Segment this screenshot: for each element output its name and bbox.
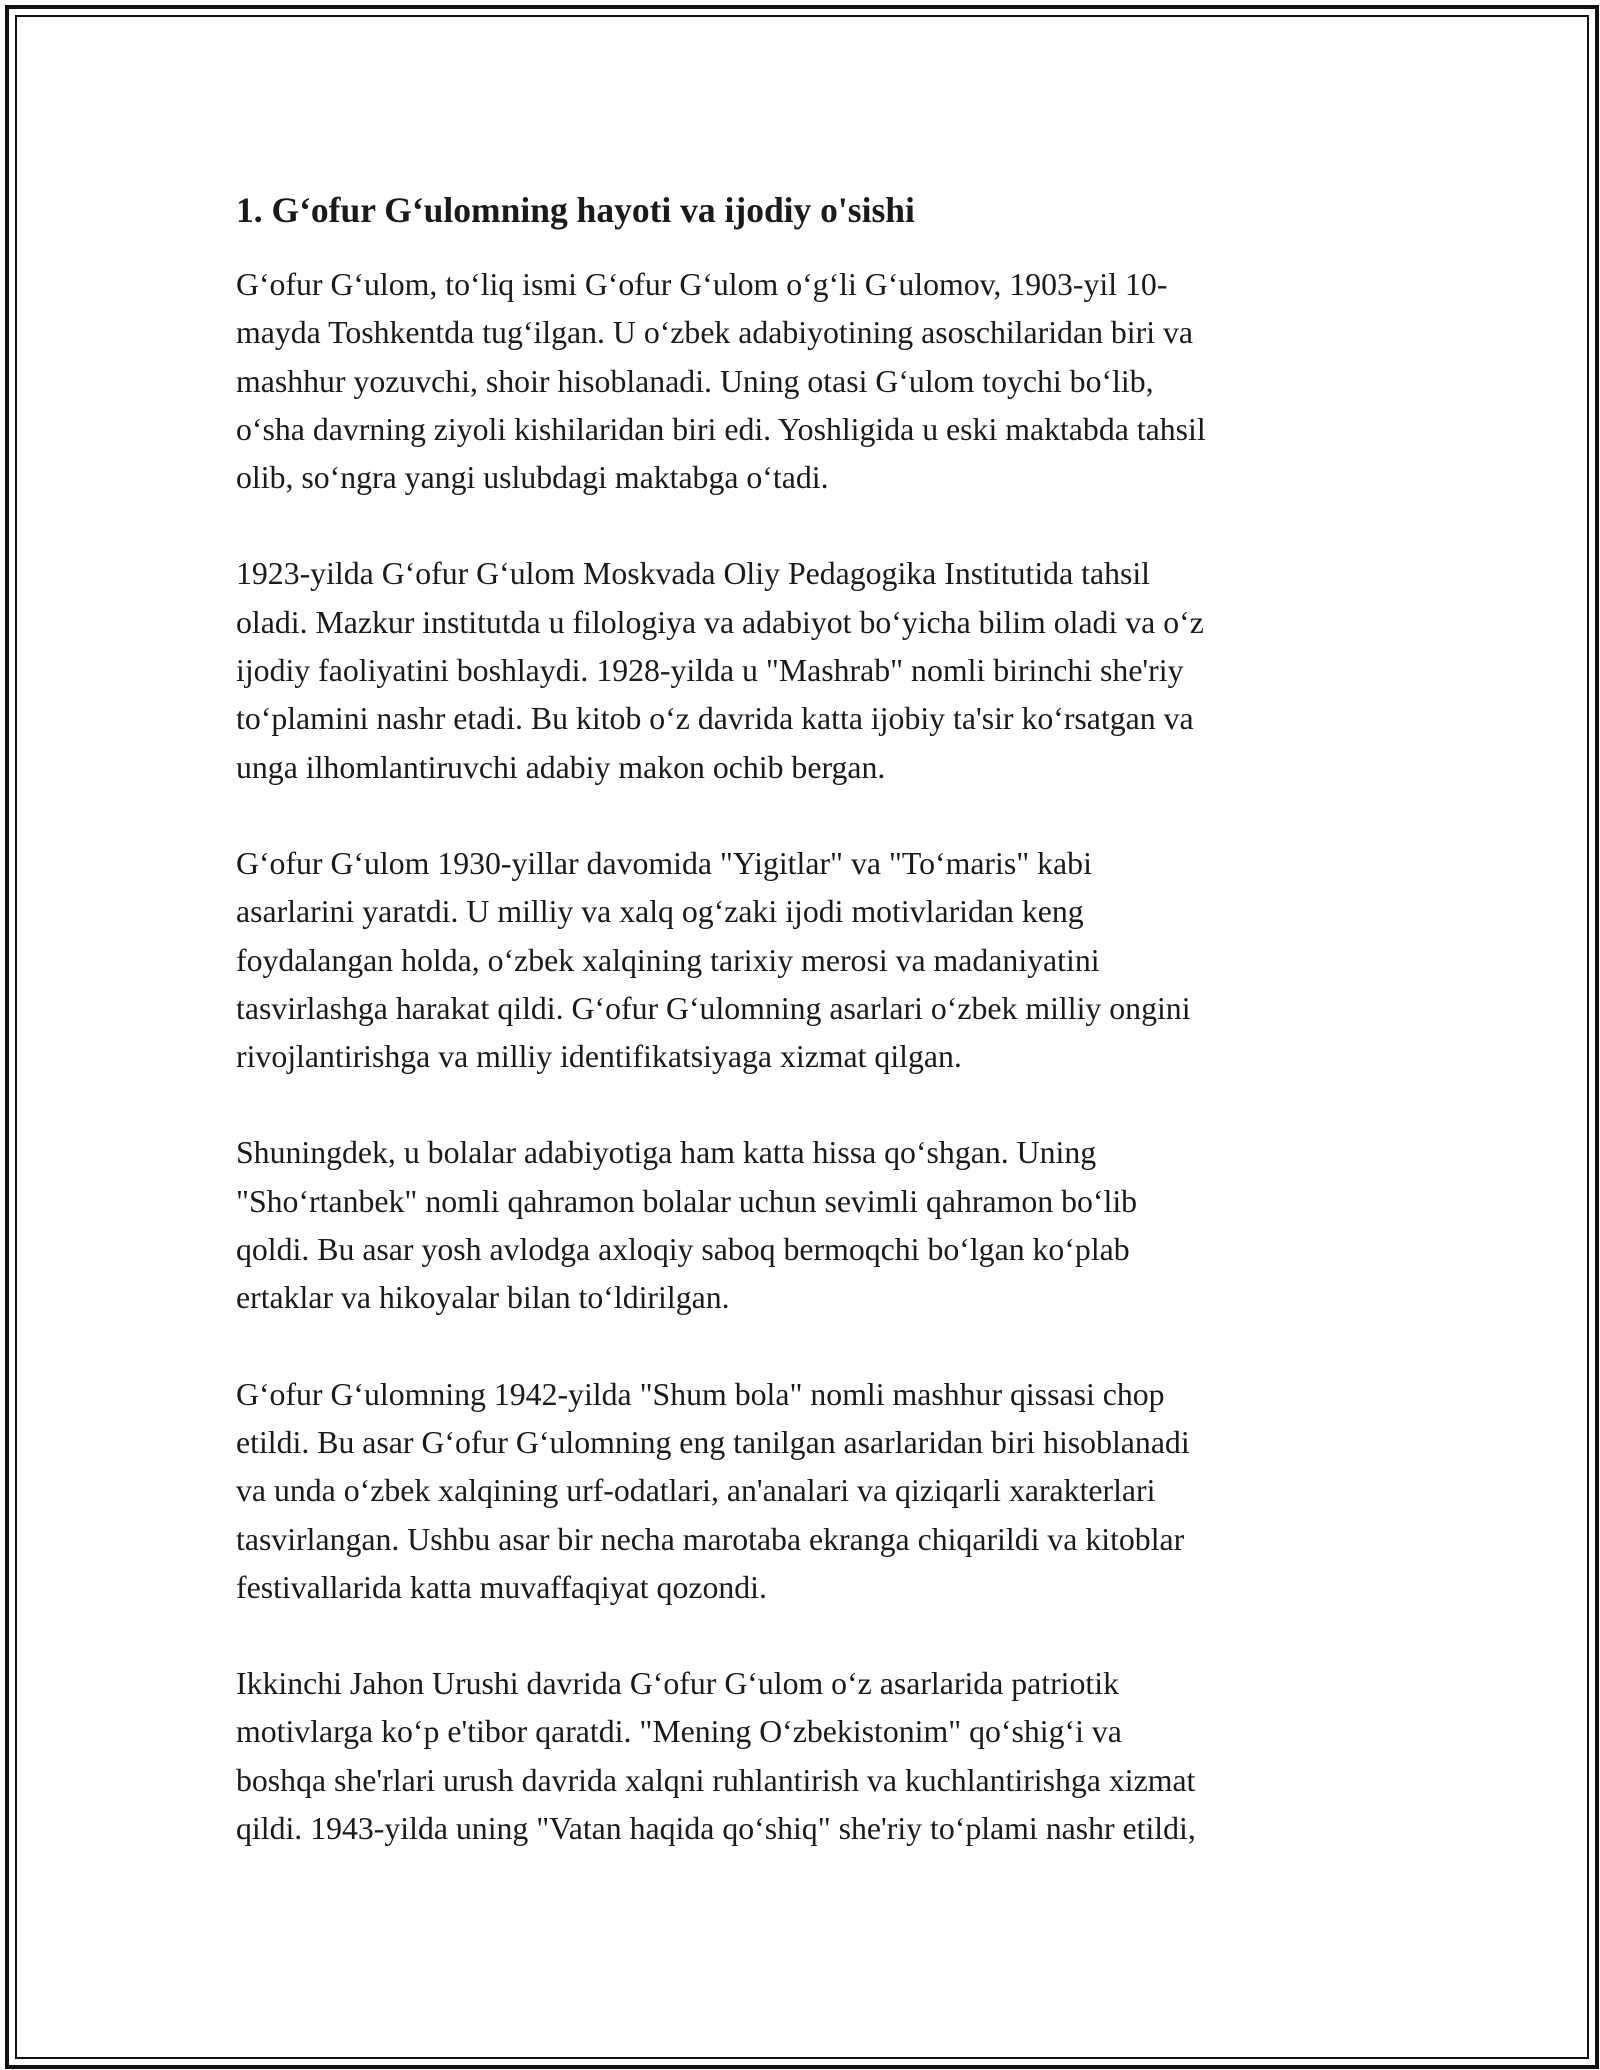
text-line: unga ilhomlantiruvchi adabiy makon ochib bergan. — [236, 749, 886, 785]
text-line: G‘ofur G‘ulom, to‘liq ismi G‘ofur G‘ulom o‘g‘li G‘ulomov, 1903-yil 10- — [236, 267, 1168, 302]
text-line: to‘plamini nashr etadi. Bu kitob o‘z davrida katta ijobiy ta'sir ko‘rsatgan va — [236, 701, 1194, 737]
paragraph-wartime — [236, 1660, 1376, 1853]
text-line: G‘ofur G‘ulom 1930-yillar davomida "Yigitlar" va "To‘maris" kabi — [236, 845, 1092, 881]
document-body — [236, 187, 1376, 1853]
text-line: qildi. 1943-yilda uning "Vatan haqida qo‘shiq" she'riy to‘plami nashr etildi, — [236, 1811, 1196, 1847]
text-line: "Sho‘rtanbek" nomli qahramon bolalar uchun sevimli qahramon bo‘lib — [236, 1183, 1138, 1219]
paragraph-childrens-literature — [236, 1129, 1376, 1322]
text-line: oladi. Mazkur institutda u filologiya va adabiyot bo‘yicha bilim oladi va o‘z — [236, 604, 1204, 640]
text-line: Shuningdek, u bolalar adabiyotiga ham katta hissa qo‘shgan. Uning — [236, 1135, 1097, 1171]
text-line: 1923-yilda G‘ofur G‘ulom Moskvada Oliy Pedagogika Institutida tahsil — [236, 556, 1151, 592]
text-line: asarlarini yaratdi. U milliy va xalq og‘zaki ijodi motivlaridan keng — [236, 894, 1084, 930]
text-line: foydalangan holda, o‘zbek xalqining tarixiy merosi va madaniyatini — [236, 942, 1100, 978]
text-line: rivojlantirishga va milliy identifikatsiyaga xizmat qilgan. — [236, 1039, 962, 1075]
paragraph-1930s-works — [236, 840, 1376, 1081]
text-line: etildi. Bu asar G‘ofur G‘ulomning eng tanilgan asarlaridan biri hisoblanadi — [236, 1424, 1190, 1460]
paragraph-shum-bola — [236, 1371, 1376, 1612]
text-line: motivlarga ko‘p e'tibor qaratdi. "Mening O‘zbekistonim" qo‘shig‘i va — [236, 1714, 1122, 1750]
text-line: ertaklar va hikoyalar bilan to‘ldirilgan. — [236, 1280, 730, 1316]
text-line: Ikkinchi Jahon Urushi davrida G‘ofur G‘ulom o‘z asarlarida patriotik — [236, 1666, 1119, 1702]
text-line: boshqa she'rlari urush davrida xalqni ruhlantirish va kuchlantirishga xizmat — [236, 1762, 1196, 1798]
text-line: tasvirlangan. Ushbu asar bir necha marotaba ekranga chiqarildi va kitoblar — [236, 1521, 1185, 1557]
text-line: mashhur yozuvchi, shoir hisoblanadi. Uning otasi G‘ulom toychi bo‘lib, — [236, 363, 1154, 399]
text-line: ijodiy faoliyatini boshlaydi. 1928-yilda u "Mashrab" nomli birinchi she'riy — [236, 653, 1184, 689]
text-line: tasvirlashga harakat qildi. G‘ofur G‘ulomning asarlari o‘zbek milliy ongini — [236, 990, 1191, 1026]
text-line: olib, so‘ngra yangi uslubdagi maktabga o‘tadi. — [236, 460, 829, 496]
paragraph-biography-intro — [236, 261, 1376, 502]
paragraph-education — [236, 550, 1376, 791]
text-line: mayda Toshkentda tug‘ilgan. U o‘zbek adabiyotining asoschilaridan biri va — [236, 315, 1194, 351]
text-line: o‘sha davrning ziyoli kishilaridan biri edi. Yoshligida u eski maktabda tahsil — [236, 411, 1206, 447]
text-line: G‘ofur G‘ulomning 1942-yilda "Shum bola" nomli mashhur qissasi chop — [236, 1376, 1165, 1412]
text-line: festivallarida katta muvaffaqiyat qozondi. — [236, 1569, 767, 1605]
text-line: qoldi. Bu asar yosh avlodga axloqiy saboq bermoqchi bo‘lgan ko‘plab — [236, 1232, 1130, 1268]
text-line: va unda o‘zbek xalqining urf-odatlari, an'analari va qiziqarli xarakterlari — [236, 1473, 1156, 1509]
section-heading: 1. G‘ofur G‘ulomning hayoti va ijodiy o'sishi — [236, 190, 915, 230]
